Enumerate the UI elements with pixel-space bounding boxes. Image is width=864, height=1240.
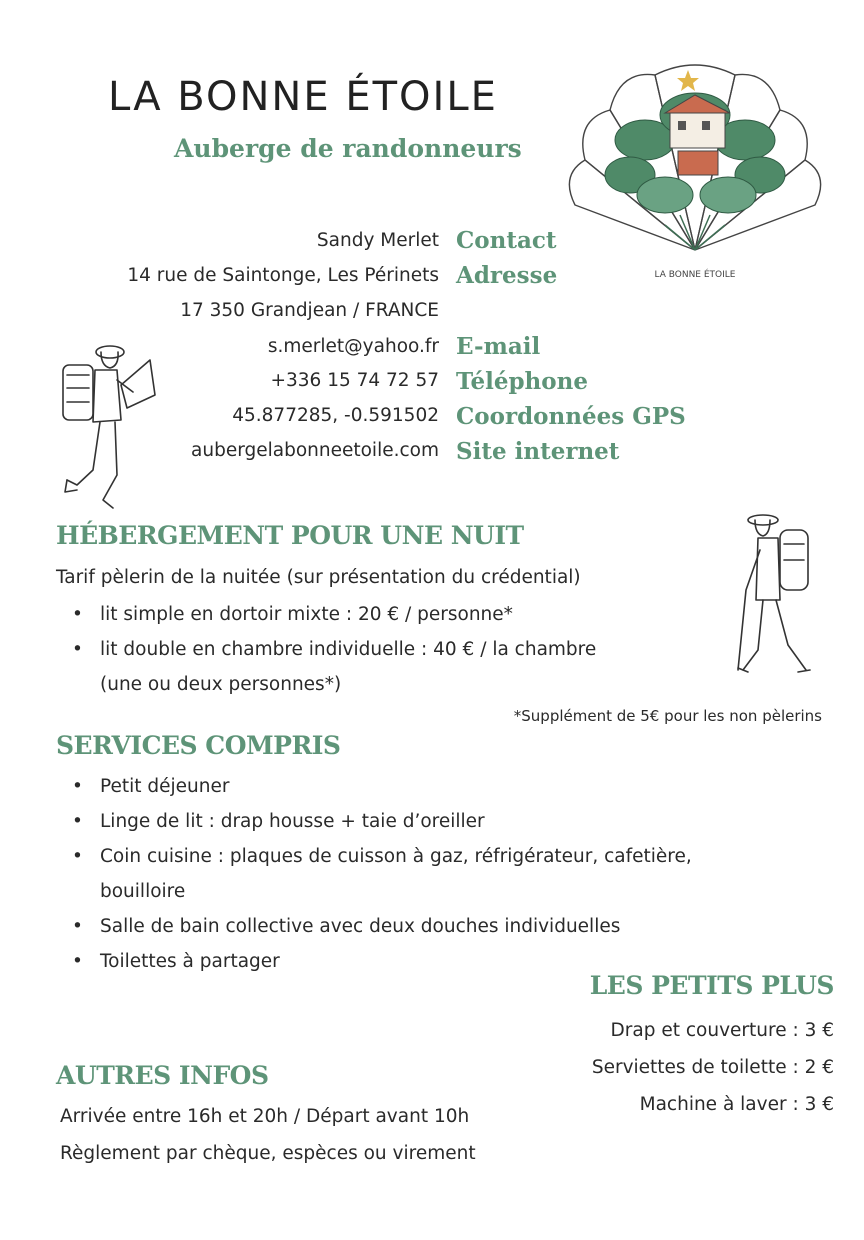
phone-value[interactable]: +336 15 74 72 57 [270, 370, 439, 391]
website-value[interactable]: aubergelabonneetoile.com [191, 440, 439, 461]
list-item: • lit double en chambre individuelle : 40 € / la chambre [72, 639, 597, 660]
list-item: • Salle de bain collective avec deux douches individuelles [72, 916, 621, 937]
list-item: • Coin cuisine : plaques de cuisson à gaz, réfrigérateur, cafetière, [72, 846, 692, 867]
extra-item: Drap et couverture : 3 € [610, 1020, 834, 1041]
extra-item: Machine à laver : 3 € [639, 1094, 834, 1115]
website-label: Site internet [456, 438, 620, 465]
accommodation-heading: HÉBERGEMENT POUR UNE NUIT [56, 521, 524, 550]
services-heading: SERVICES COMPRIS [56, 731, 341, 760]
gps-label: Coordonnées GPS [456, 403, 686, 430]
list-item-continuation: (une ou deux personnes*) [100, 674, 342, 695]
email-value[interactable]: s.merlet@yahoo.fr [267, 336, 439, 357]
address-label: Adresse [456, 262, 558, 289]
arrival-info: Arrivée entre 16h et 20h / Départ avant 10h [60, 1106, 470, 1127]
extra-item: Serviettes de toilette : 2 € [591, 1057, 834, 1078]
page-title: LA BONNE ÉTOILE [108, 74, 498, 120]
list-item: • lit simple en dortoir mixte : 20 € / personne* [72, 604, 513, 625]
list-item-continuation: bouilloire [100, 881, 186, 902]
other-heading: AUTRES INFOS [56, 1061, 269, 1090]
address-line2: 17 350 Grandjean / FRANCE [180, 300, 439, 321]
list-item: • Linge de lit : drap housse + taie d’oreiller [72, 811, 485, 832]
gps-value: 45.877285, -0.591502 [232, 405, 439, 426]
footnote: *Supplément de 5€ pour les non pèlerins [513, 707, 822, 725]
contact-name: Sandy Merlet [316, 230, 439, 251]
services-list [72, 769, 692, 979]
shell-fan-logo [560, 55, 830, 290]
hiker-walking-icon [728, 510, 818, 685]
page-subtitle: Auberge de randonneurs [174, 134, 522, 163]
payment-info: Règlement par chèque, espèces ou virement [60, 1143, 476, 1164]
email-label: E-mail [456, 333, 541, 360]
hiker-with-map-icon [55, 340, 165, 515]
logo-caption: LA BONNE ÉTOILE [654, 270, 736, 280]
accommodation-list [72, 597, 596, 702]
address-line1: 14 rue de Saintonge, Les Périnets [127, 265, 439, 286]
accommodation-intro: Tarif pèlerin de la nuitée (sur présentation du crédential) [56, 567, 581, 588]
phone-label: Téléphone [456, 368, 588, 395]
contact-label: Contact [456, 227, 557, 254]
list-item: • Toilettes à partager [72, 951, 280, 972]
extras-heading: LES PETITS PLUS [589, 971, 834, 1000]
list-item: • Petit déjeuner [72, 776, 230, 797]
